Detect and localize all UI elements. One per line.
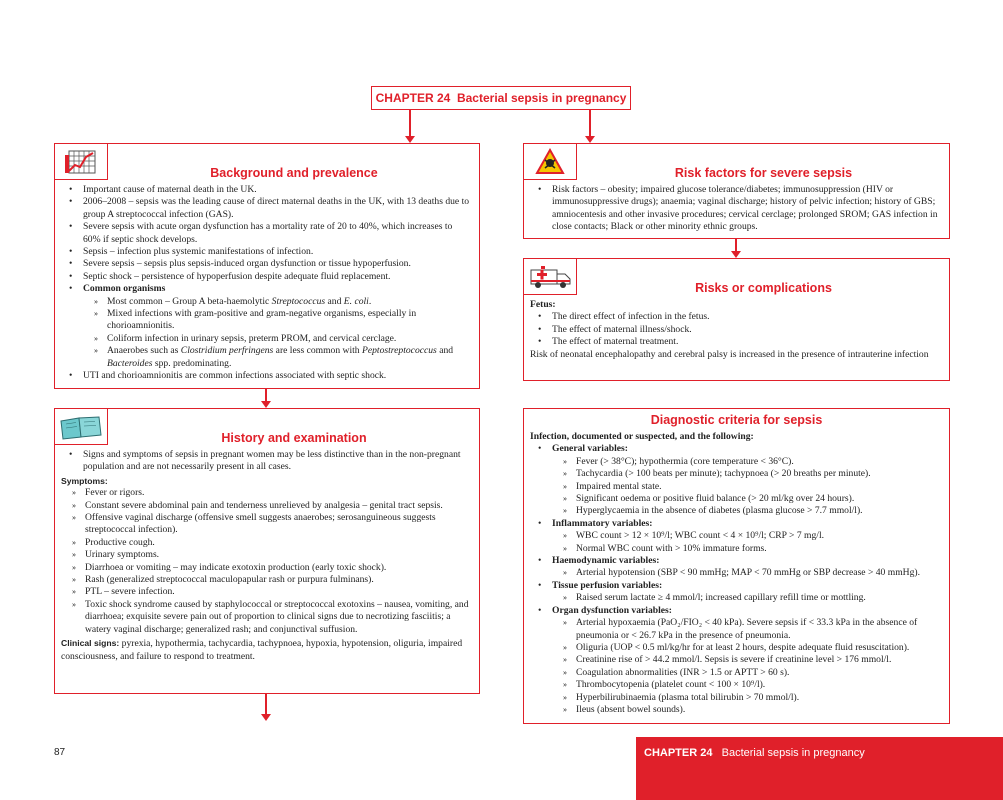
- diagnostic-title: Diagnostic criteria for sepsis: [650, 413, 823, 427]
- symptom-item: » Productive cough.: [85, 537, 471, 549]
- list-item: • Sepsis – infection plus systemic manifestations of infection.: [83, 246, 471, 258]
- criteria-item: » Raised serum lactate ≥ 4 mmol/l; increased capillary refill time or mottling.: [576, 592, 943, 604]
- criteria-item: » Tachycardia (> 100 beats per minute); tachypnoea (> 20 breaths per minute).: [576, 468, 943, 480]
- criteria-group-label: Organ dysfunction variables:: [552, 604, 672, 616]
- criteria-item: » Hyperglycaemia in the absence of diabetes (plasma glucose > 7.7 mmol/l).: [576, 505, 943, 517]
- criteria-item: » Oliguria (UOP < 0.5 ml/kg/hr for at least 2 hours, despite adequate fluid resuscitation).: [576, 642, 943, 654]
- criteria-item: » Normal WBC count with > 10% immature forms.: [576, 543, 943, 555]
- clinical-signs-text: pyrexia, hypothermia, tachycardia, tachypnoea, hypoxia, hypotension, oliguria, impaired consciousness, and failure to respond to treatment.: [61, 638, 463, 662]
- history-intro: • Signs and symptoms of sepsis in pregnant women may be less distinctive than in the non-pregnant population and are not necessarily present in all cases.: [83, 449, 471, 474]
- history-box: [54, 408, 480, 694]
- fetus-label: Fetus:: [530, 299, 556, 310]
- criteria-group-label: General variables:: [552, 443, 628, 455]
- complications-box: [523, 258, 950, 381]
- criteria-item: » Arterial hypotension (SBP < 90 mmHg; MAP < 70 mmHg or SBP decrease > 40 mmHg).: [576, 567, 943, 579]
- footer-bar: [636, 737, 1003, 800]
- history-title: History and examination: [221, 431, 367, 445]
- diagnostic-intro: Infection, documented or suspected, and the following:: [530, 431, 754, 442]
- symptom-item: » Rash (generalized streptococcal maculopapular rash or purpura fulminans).: [85, 574, 471, 586]
- symptom-item: » Urinary symptoms.: [85, 549, 471, 561]
- risk-factors-box: [523, 143, 950, 239]
- criteria-item: » WBC count > 12 × 10⁹/l; WBC count < 4 × 10⁹/l; CRP > 7 mg/l.: [576, 530, 943, 542]
- criteria-item: » Impaired mental state.: [576, 481, 943, 493]
- complication-item: • The effect of maternal illness/shock.: [552, 324, 941, 336]
- criteria-item: » Arterial hypoxaemia (PaO₂/FIO₂ < 40 kPa). Severe sepsis if < 33.3 kPa in the absence of pneumonia or < 26.7 kPa in the presence of pneumonia.: [576, 617, 943, 642]
- criteria-group-label: Tissue perfusion variables:: [552, 579, 663, 591]
- page-number: 87: [54, 747, 66, 758]
- background-box: [54, 143, 480, 389]
- criteria-item: » Coagulation abnormalities (INR > 1.5 or APTT > 60 s).: [576, 667, 943, 679]
- common-organisms-label: Common organisms: [83, 283, 166, 295]
- criteria-group: [552, 605, 943, 717]
- criteria-item: » Hyperbilirubinaemia (plasma total bilirubin > 70 mmol/l).: [576, 692, 943, 704]
- list-item: • UTI and chorioamnionitis are common infections associated with septic shock.: [83, 370, 471, 382]
- symptom-item: » Diarrhoea or vomiting – may indicate exotoxin production (early toxic shock).: [85, 562, 471, 574]
- chapter-header: [371, 86, 631, 110]
- list-item: • 2006–2008 – sepsis was the leading cause of direct maternal deaths in the UK, with 13 deaths due to group A streptococcal infection (GAS).: [83, 196, 471, 221]
- background-title: Background and prevalence: [210, 166, 378, 180]
- open-book-icon: [54, 408, 108, 445]
- criteria-item: » Thrombocytopenia (platelet count < 100 × 10⁹/l).: [576, 679, 943, 691]
- criteria-item: » Creatinine rise of > 44.2 mmol/l. Sepsis is severe if creatinine level > 176 mmol/l.: [576, 654, 943, 666]
- criteria-group: [552, 518, 943, 555]
- complication-item: • The direct effect of infection in the fetus.: [552, 311, 941, 323]
- symptom-item: » Offensive vaginal discharge (offensive smell suggests anaerobes; serosanguineous suggests streptococcal infection).: [85, 512, 471, 537]
- complications-title: Risks or complications: [695, 281, 832, 295]
- list-item: • Septic shock – persistence of hypoperfusion despite adequate fluid replacement.: [83, 271, 471, 283]
- complication-item: • The effect of maternal treatment.: [552, 336, 941, 348]
- chapter-title: Bacterial sepsis in pregnancy: [456, 91, 627, 105]
- symptom-item: » Toxic shock syndrome caused by staphylococcal or streptococcal exotoxins – nausea, vomiting, and diarrhoea; exquisite severe pain out of proportion to clinical signs due to necrotizing fasciitis; a watery vaginal discharge; generalized rash; and conjunctival suffusion.: [85, 599, 471, 636]
- criteria-group: [552, 443, 943, 517]
- list-item: • Important cause of maternal death in the UK.: [83, 184, 471, 196]
- risk-factors-content: [530, 184, 941, 234]
- complications-note: Risk of neonatal encephalopathy and cerebral palsy is increased in the presence of intrauterine infection: [530, 348, 929, 360]
- diagnostic-content: [530, 431, 943, 716]
- list-item: • Severe sepsis – sepsis plus sepsis-induced organ dysfunction or tissue hypoperfusion.: [83, 258, 471, 270]
- risk-factors-text: • Risk factors – obesity; impaired glucose tolerance/diabetes; immunosuppression (HIV or immunosuppressive drugs); anaemia; vaginal discharge; history of pelvic infection; history of GBS; amniocentesis and other invasive procedures; cervical cerclage; prolonged SROM; GAS infection in close contacts; Black or other minority ethnic groups.: [552, 184, 941, 234]
- criteria-item: » Significant oedema or positive fluid balance (> 20 ml/kg over 24 hours).: [576, 493, 943, 505]
- grid-chart-icon: [54, 143, 108, 180]
- risk-factors-title: Risk factors for severe sepsis: [674, 166, 853, 180]
- organism-item: » Mixed infections with gram-positive and gram-negative organisms, especially in chorioamnionitis.: [107, 308, 471, 333]
- history-content: [61, 449, 471, 663]
- symptom-item: » Constant severe abdominal pain and tenderness unrelieved by analgesia – genital tract sepsis.: [85, 500, 471, 512]
- criteria-group: [552, 555, 943, 580]
- common-organisms: [83, 283, 471, 370]
- hazard-icon: [523, 143, 577, 180]
- chapter-number: CHAPTER 24: [375, 91, 451, 105]
- ambulance-icon: [523, 258, 577, 295]
- symptom-item: » PTL – severe infection.: [85, 586, 471, 598]
- background-content: [61, 184, 471, 383]
- organism-item: » Most common – Group A beta-haemolytic Streptococcus and E. coli.: [107, 296, 471, 308]
- symptom-item: » Fever or rigors.: [85, 487, 471, 499]
- complications-content: [530, 299, 941, 361]
- clinical-signs: [61, 637, 471, 663]
- diagnostic-box: [523, 408, 950, 724]
- footer-title: Bacterial sepsis in pregnancy: [721, 747, 865, 759]
- organism-item: » Anaerobes such as Clostridium perfringens are less common with Peptostreptococcus and Bacteroides spp. predominating.: [107, 345, 471, 370]
- criteria-group-label: Inflammatory variables:: [552, 517, 653, 529]
- clinical-signs-label: Clinical signs:: [61, 638, 120, 649]
- organism-item: » Coliform infection in urinary sepsis, preterm PROM, and cervical cerclage.: [107, 333, 471, 345]
- criteria-group-label: Haemodynamic variables:: [552, 555, 660, 567]
- list-item: • Severe sepsis with acute organ dysfunction has a mortality rate of 20 to 40%, which increases to 60% if septic shock develops.: [83, 221, 471, 246]
- criteria-item: » Ileus (absent bowel sounds).: [576, 704, 943, 716]
- footer-chapter: CHAPTER 24: [644, 747, 713, 759]
- criteria-item: » Fever (> 38°C); hypothermia (core temperature < 36°C).: [576, 456, 943, 468]
- criteria-group: [552, 580, 943, 605]
- symptoms-label: Symptoms:: [61, 475, 108, 486]
